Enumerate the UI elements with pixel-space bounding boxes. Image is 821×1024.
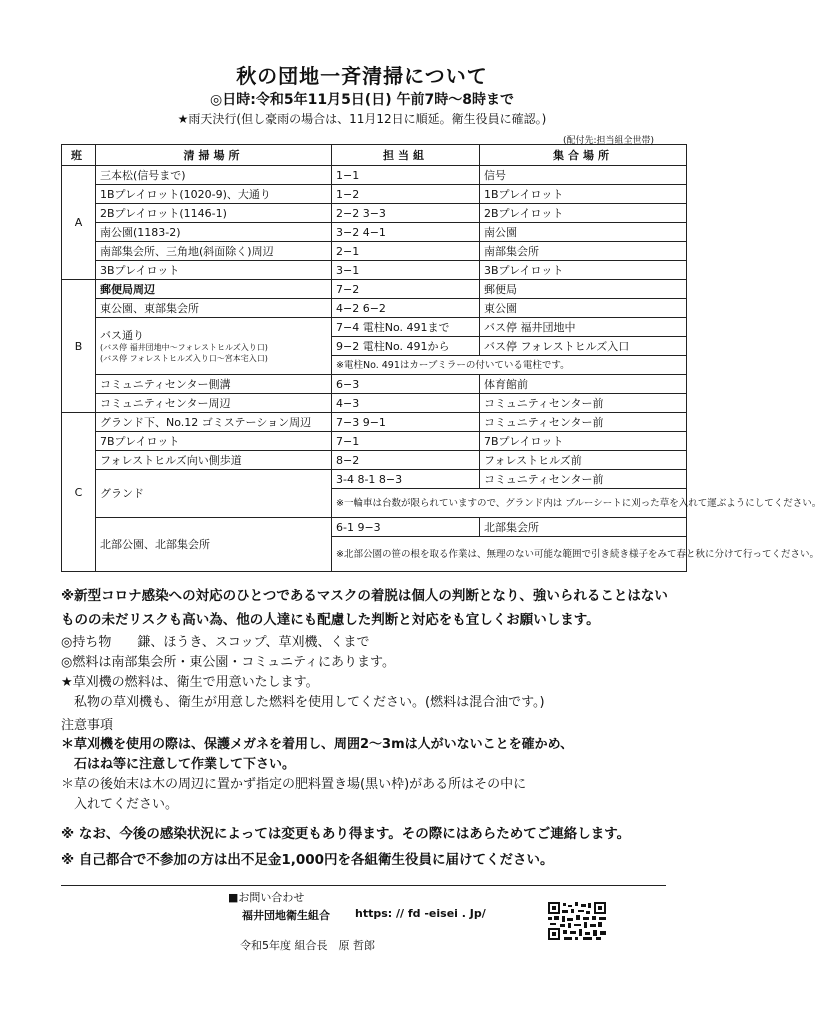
distribution-note: (配付先:担当組全世帯) — [562, 136, 654, 146]
assigned-cell: 7−3 9−1 — [332, 413, 480, 432]
table-row — [62, 299, 687, 318]
meeting-cell: 郵便局 — [480, 280, 687, 299]
assigned-cell: 2−2 3−3 — [332, 204, 480, 223]
table-row — [62, 166, 687, 185]
place-cell: 三本松(信号まで) — [96, 166, 332, 185]
meeting-cell: コミュニティセンター前 — [480, 394, 687, 413]
table-row — [62, 318, 687, 337]
table-row — [62, 261, 687, 280]
meeting-cell: コミュニティセンター前 — [480, 413, 687, 432]
meeting-cell: 体育館前 — [480, 375, 687, 394]
assigned-cell: 8−2 — [332, 451, 480, 470]
meeting-cell: 2Bプレイロット — [480, 204, 687, 223]
group-a-label: A — [62, 166, 96, 280]
list-item: ※ 自己都合で不参加の方は出不足金1,000円を各組衛生役員に届けてください。 — [61, 852, 554, 868]
meeting-cell: 1Bプレイロット — [480, 185, 687, 204]
bus-route-sub2: (バス停 フォレストヒルズ入り口～宮本宅入口) — [100, 353, 268, 363]
list-item: ★草刈機の燃料は、衛生で用意いたします。 — [61, 675, 319, 690]
cleaning-schedule-table — [61, 144, 821, 572]
table-row — [62, 242, 687, 261]
assigned-cell: 7−2 — [332, 280, 480, 299]
table-row — [62, 518, 687, 537]
assigned-cell: 6−3 — [332, 375, 480, 394]
list-item: ※ なお、今後の感染状況によっては変更もあり得ます。その際にはあらためてご連絡します。 — [61, 826, 631, 842]
assigned-cell: 2−1 — [332, 242, 480, 261]
table-row — [62, 413, 687, 432]
place-cell: コミュニティセンター側溝 — [96, 375, 332, 394]
list-item: 石はね等に注意して作業して下さい。 — [61, 757, 296, 772]
meeting-cell: フォレストヒルズ前 — [480, 451, 687, 470]
meeting-cell: 東公園 — [480, 299, 687, 318]
footer-notes — [61, 821, 630, 873]
assigned-cell: 6-1 9−3 — [332, 518, 480, 537]
place-cell: グランド — [96, 470, 332, 518]
place-cell: 1Bプレイロット(1020-9)、大通り — [96, 185, 332, 204]
assigned-cell: 3-4 8-1 8−3 — [332, 470, 480, 489]
place-cell: 東公園、東部集会所 — [96, 299, 332, 318]
table-row — [62, 394, 687, 413]
rain-note: ★雨天決行(但し豪雨の場合は、11月12日に順延。衛生役員に確認。) — [177, 112, 547, 126]
meeting-cell: 7Bプレイロット — [480, 432, 687, 451]
covid-notice: ※新型コロナ感染への対応のひとつであるマスクの着脱は個人の判断となり、強いられることはないものの未だリスクも高い為、他の人達にも配慮した判断と対応をも宜しくお願いします。 — [61, 588, 668, 628]
list-item: ＊草刈機を使用の際は、保護メガネを着用し、周囲2～3mは人がいないことを確かめ、 — [61, 737, 574, 752]
page-title: 秋の団地一斉清掃について — [236, 64, 488, 88]
group-c-label: C — [62, 413, 96, 572]
assigned-cell: 4−2 6−2 — [332, 299, 480, 318]
table-row — [62, 375, 687, 394]
assigned-cell: 3−2 4−1 — [332, 223, 480, 242]
place-cell: 3Bプレイロット — [96, 261, 332, 280]
bus-pole-note: ※電柱No. 491はカーブミラーの付いている電柱です。 — [332, 356, 687, 375]
table-row — [62, 451, 687, 470]
meeting-cell: バス停 福井団地中 — [480, 318, 687, 337]
assigned-cell: 7−1 — [332, 432, 480, 451]
bus-route-place-cell — [96, 318, 332, 375]
place-cell: 郵便局周辺 — [96, 280, 332, 299]
north-park-note: ※北部公園の笹の根を取る作業は、無理のない可能な範囲で引き続き様子をみて春と秋に分けて行ってください。 — [332, 537, 687, 572]
leader-name: 令和5年度 組合長 原 哲郎 — [240, 939, 375, 952]
place-cell: グランド下、No.12 ゴミステーション周辺 — [96, 413, 332, 432]
meeting-cell: バス停 フォレストヒルズ入口 — [480, 337, 687, 356]
header-group: 班 — [62, 145, 96, 166]
bus-route-sub1: (バス停 福井団地中～フォレストヒルズ入り口) — [100, 342, 268, 352]
place-cell: 南公園(1183-2) — [96, 223, 332, 242]
qr-code-icon — [548, 902, 606, 940]
list-item: ＊草の後始末は木の周辺に置かず指定の肥料置き場(黒い枠)がある所はその中に — [61, 777, 527, 792]
header-assigned: 担当組 — [332, 145, 480, 166]
table-row — [62, 432, 687, 451]
list-item: ◎持ち物 鎌、ほうき、スコップ、草刈機、くまで — [61, 635, 370, 650]
place-cell: 北部公園、北部集会所 — [96, 518, 332, 572]
table-row — [62, 280, 687, 299]
event-datetime: ◎日時:令和5年11月5日(日) 午前7時～8時まで — [210, 92, 514, 108]
table-row — [62, 470, 687, 489]
meeting-cell: 南公園 — [480, 223, 687, 242]
group-b-label: B — [62, 280, 96, 413]
assigned-cell: 7−4 電柱No. 491まで — [332, 318, 480, 337]
meeting-cell: コミュニティセンター前 — [480, 470, 687, 489]
table-row — [62, 204, 687, 223]
organization-name: 福井団地衛生組合 — [242, 909, 330, 922]
meeting-cell: 南部集会所 — [480, 242, 687, 261]
header-meeting: 集合場所 — [480, 145, 687, 166]
items-list — [61, 633, 545, 713]
meeting-cell: 信号 — [480, 166, 687, 185]
bus-route-label: バス通り — [100, 328, 144, 342]
place-cell: 7Bプレイロット — [96, 432, 332, 451]
assigned-cell: 9−2 電柱No. 491から — [332, 337, 480, 356]
meeting-cell: 北部集会所 — [480, 518, 687, 537]
table-header-row — [62, 145, 687, 166]
assigned-cell: 1−2 — [332, 185, 480, 204]
assigned-cell: 1−1 — [332, 166, 480, 185]
place-cell: フォレストヒルズ向い側歩道 — [96, 451, 332, 470]
place-cell: 南部集会所、三角地(斜面除く)周辺 — [96, 242, 332, 261]
place-cell: 2Bプレイロット(1146-1) — [96, 204, 332, 223]
caution-heading: 注意事項 — [61, 718, 114, 733]
list-item: 入れてください。 — [61, 797, 179, 812]
list-item: ◎燃料は南部集会所・東公園・コミュニティにあります。 — [61, 655, 396, 670]
contact-heading: ■お問い合わせ — [228, 891, 305, 904]
header-place: 清掃場所 — [96, 145, 332, 166]
assigned-cell: 3−1 — [332, 261, 480, 280]
ground-note: ※一輪車は台数が限られていますので、グランド内は ブルーシートに刈った草を入れて運ぶようにしてください。 — [332, 489, 687, 518]
divider — [61, 885, 666, 886]
place-cell: コミュニティセンター周辺 — [96, 394, 332, 413]
meeting-cell: 3Bプレイロット — [480, 261, 687, 280]
caution-list — [61, 735, 573, 815]
assigned-cell: 4−3 — [332, 394, 480, 413]
list-item: 私物の草刈機も、衛生が用意した燃料を使用してください。(燃料は混合油です。) — [61, 695, 545, 710]
table-row — [62, 223, 687, 242]
website-link[interactable]: https: // fd -eisei . Jp/ — [355, 907, 486, 920]
table-row — [62, 185, 687, 204]
